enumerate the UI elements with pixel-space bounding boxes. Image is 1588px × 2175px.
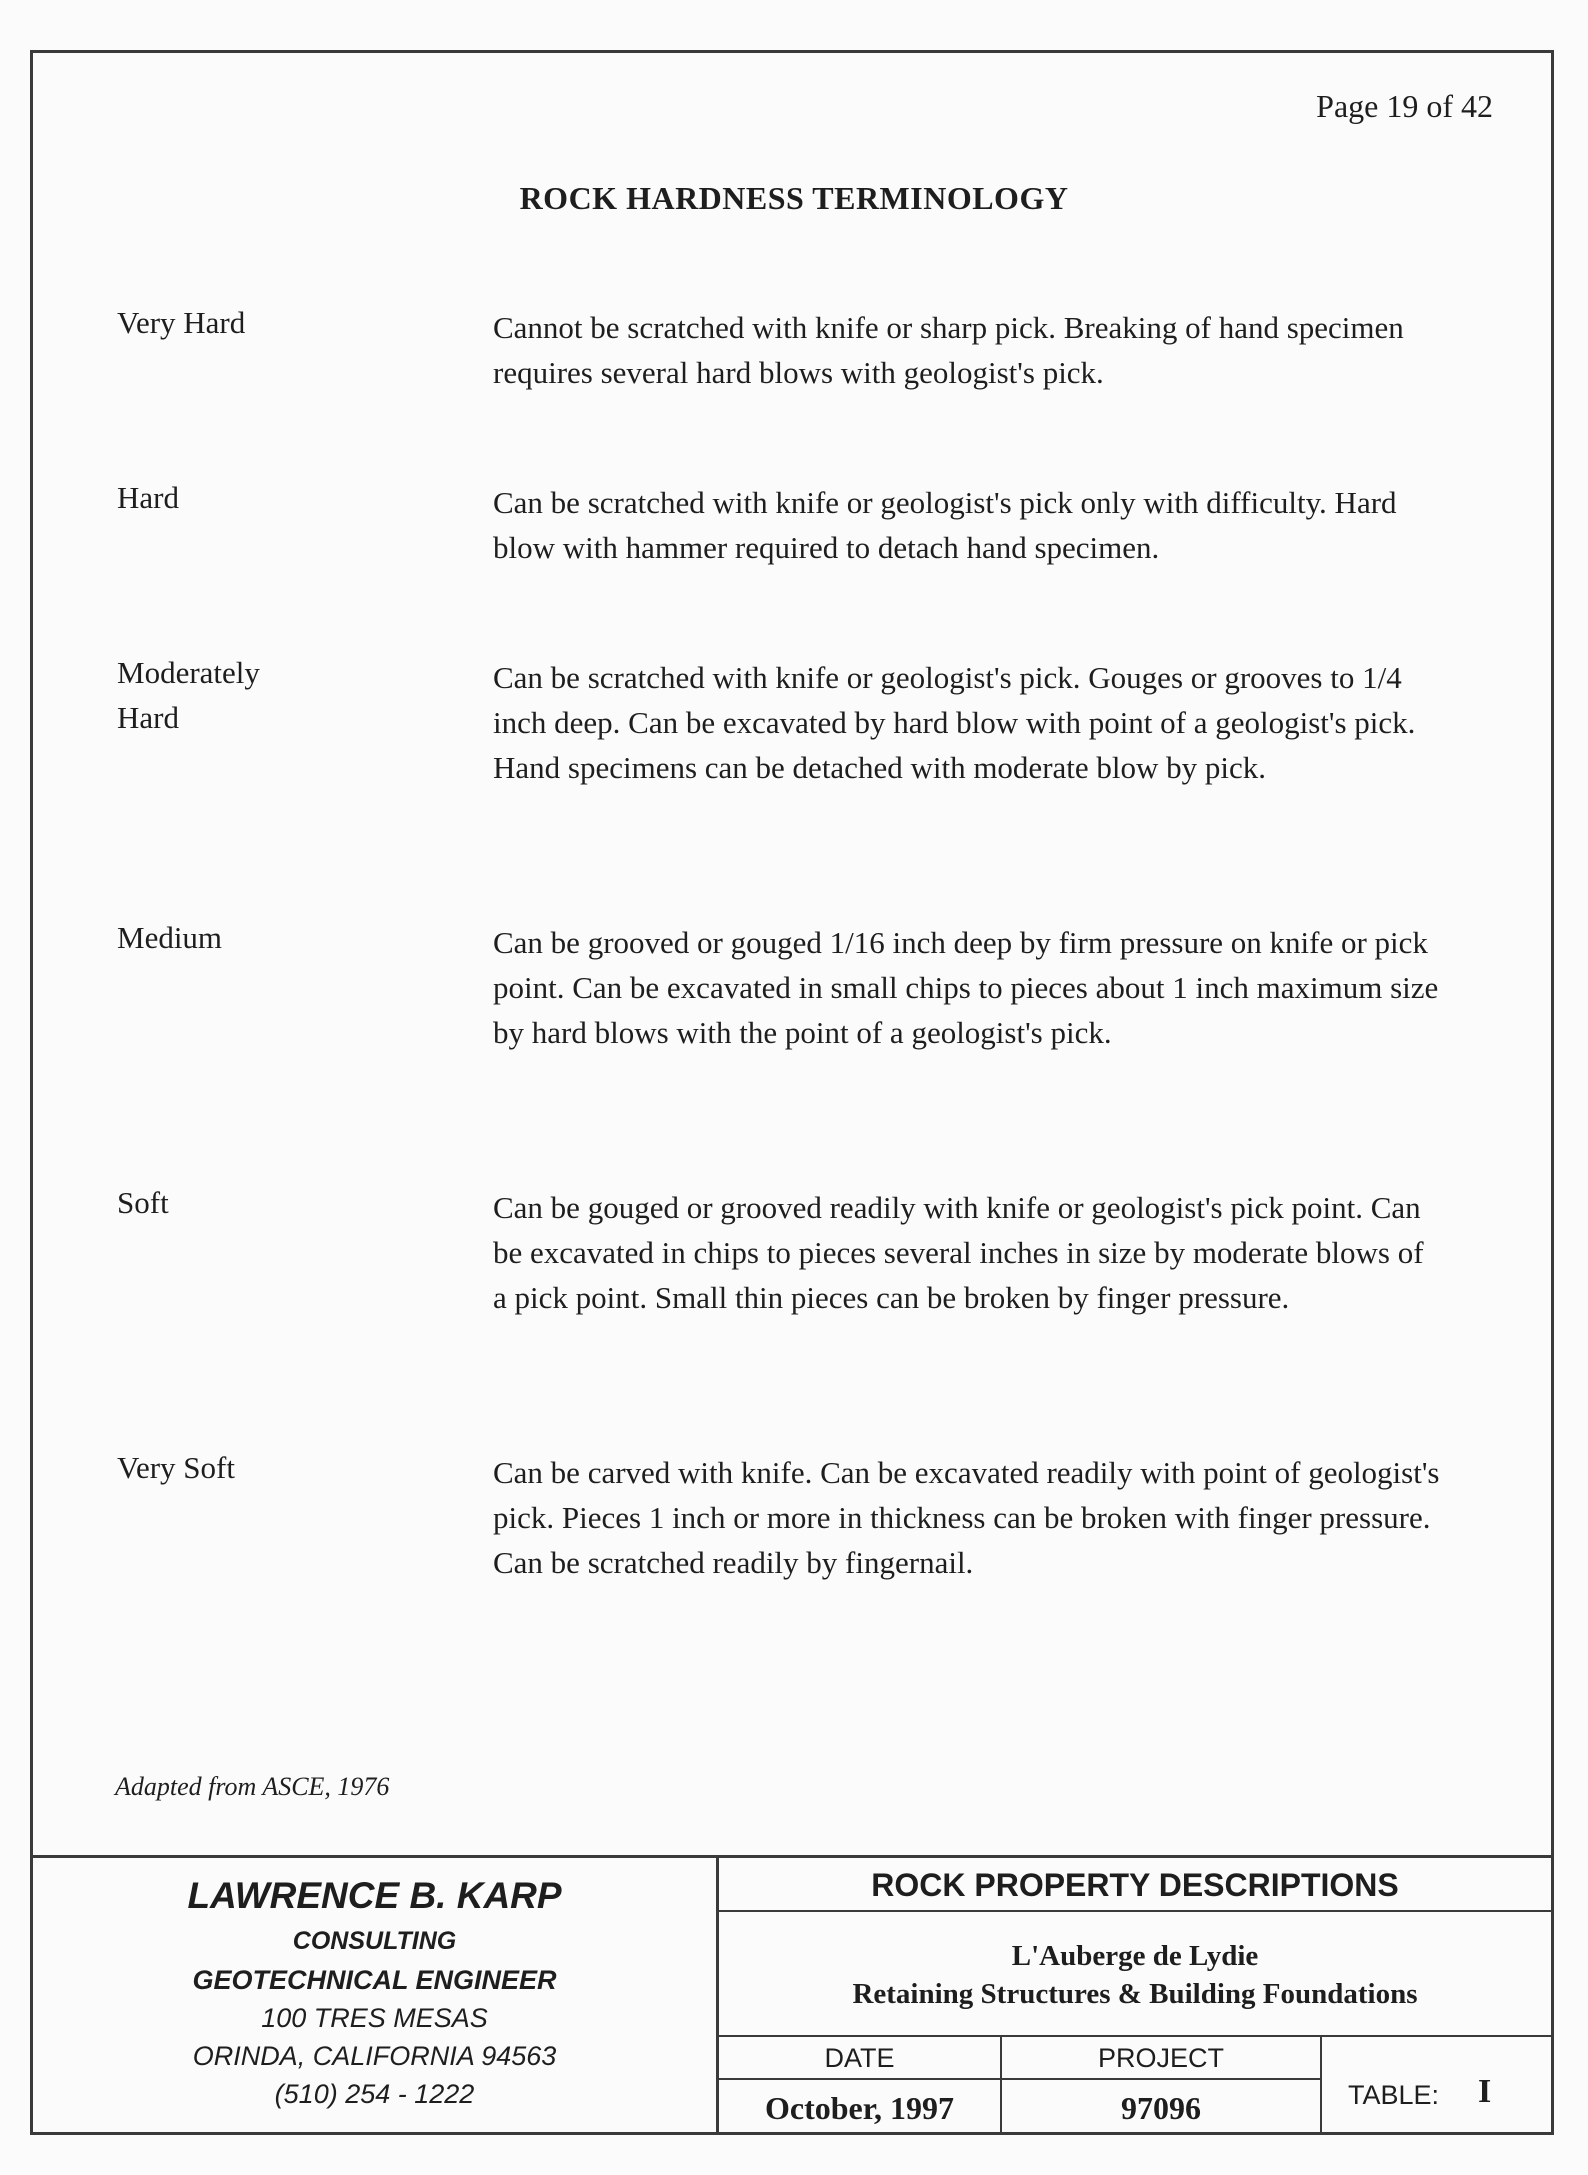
date-value: October, 1997 bbox=[764, 2090, 954, 2126]
project-table-divider bbox=[1320, 2035, 1322, 2132]
firm-address-city: ORINDA, CALIFORNIA 94563 bbox=[192, 2041, 557, 2071]
term-line: Hard bbox=[117, 700, 179, 735]
sheet-title-underline bbox=[716, 1910, 1551, 1912]
date-label: DATE bbox=[824, 2043, 895, 2073]
term-soft: Soft bbox=[117, 1185, 169, 1220]
title-block-top-border bbox=[33, 1855, 1551, 1858]
firm-line-geotechnical: GEOTECHNICAL ENGINEER bbox=[192, 1965, 557, 1995]
table-number: I bbox=[1478, 2073, 1492, 2110]
project-name: L'Auberge de Lydie bbox=[1011, 1940, 1259, 1972]
firm-name: LAWRENCE B. KARP bbox=[187, 1875, 562, 1916]
description-hard: Can be scratched with knife or geologist's pick only with difficulty. Hard blow with hammer required to detach hand specimen. bbox=[493, 485, 1397, 565]
page-number: Page 19 of 42 bbox=[1316, 88, 1493, 124]
description-soft: Can be gouged or grooved readily with knife or geologist's pick point. Can be excavated in chips to pieces several inches in size by moderate blows of a pick point. Small thin pieces can be broken by finger pressure. bbox=[493, 1190, 1424, 1315]
description-medium: Can be grooved or gouged 1/16 inch deep by firm pressure on knife or pick point. Can be excavated in small chips to pieces about 1 inch maximum size by hard blows with the point of a geologist's pick. bbox=[493, 925, 1439, 1050]
firm-address-street: 100 TRES MESAS bbox=[261, 2003, 488, 2033]
term-medium: Medium bbox=[117, 920, 223, 955]
sheet-title: ROCK PROPERTY DESCRIPTIONS bbox=[871, 1867, 1399, 1903]
project-description: Retaining Structures & Building Foundations bbox=[852, 1978, 1418, 2010]
term-moderately-hard bbox=[117, 650, 260, 740]
firm-line-consulting: CONSULTING bbox=[292, 1927, 457, 1955]
term-hard: Hard bbox=[117, 480, 179, 515]
description-very-soft: Can be carved with knife. Can be excavated readily with point of geologist's pick. Pieces 1 inch or more in thickness can be broken with finger pressure. Can be scratched readily by fingernail. bbox=[493, 1455, 1440, 1580]
source-note: Adapted from ASCE, 1976 bbox=[115, 1772, 390, 1801]
description-moderately-hard: Can be scratched with knife or geologist's pick. Gouges or grooves to 1/4 inch deep. Can be excavated by hard blow with point of a geologist's pick. Hand specimens can be detached with moderate blow by pick. bbox=[493, 660, 1416, 785]
term-very-soft: Very Soft bbox=[117, 1450, 235, 1485]
table-label: TABLE: bbox=[1348, 2080, 1440, 2110]
page-title: ROCK HARDNESS TERMINOLOGY bbox=[519, 180, 1069, 216]
term-very-hard: Very Hard bbox=[117, 305, 246, 340]
project-block-underline bbox=[716, 2035, 1551, 2037]
firm-phone: (510) 254 - 1222 bbox=[274, 2079, 475, 2109]
label-row-underline bbox=[716, 2078, 1320, 2080]
project-number: 97096 bbox=[1121, 2090, 1201, 2126]
term-line: Moderately bbox=[117, 655, 260, 690]
project-label: PROJECT bbox=[1097, 2043, 1224, 2073]
description-very-hard: Cannot be scratched with knife or sharp pick. Breaking of hand specimen requires several hard blows with geologist's pick. bbox=[493, 310, 1404, 390]
